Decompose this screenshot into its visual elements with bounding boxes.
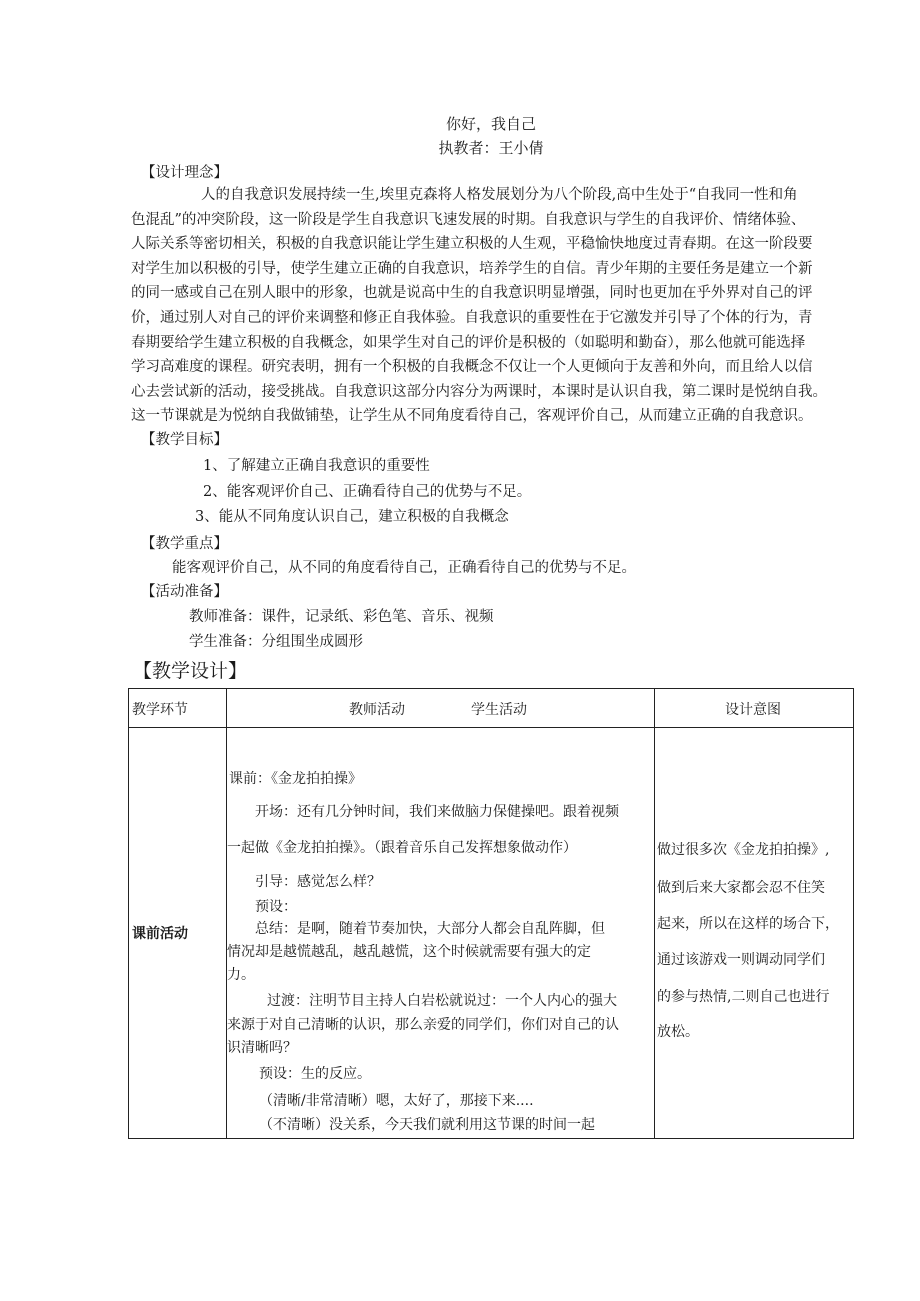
activity-line: 预设： — [255, 899, 297, 915]
goal-item: 3、能从不同角度认识自己，建立积极的自我概念 — [195, 509, 509, 525]
activity-line: 总结：是啊，随着节奏加快，大部分人都会自乱阵脚，但 — [255, 921, 605, 937]
paragraph-line: 这一节课就是为悦纳自我做铺垫，让学生从不同角度看待自己，客观评价自己，从而建立正确的自我意识。 — [131, 408, 813, 425]
goal-item: 2、能客观评价自己、正确看待自己的优势与不足。 — [203, 484, 532, 500]
teacher-preparation: 教师准备：课件，记录纸、彩色笔、音乐、视频 — [189, 609, 494, 625]
intent-line: 的参与热情,二则自己也进行 — [657, 989, 830, 1005]
paragraph-line: 对学生加以积极的引导，使学生建立正确的自我意识，培养学生的自信。青少年期的主要任务是建立一个新 — [131, 260, 813, 277]
header-cell-stage — [129, 689, 227, 728]
paragraph-line: 人的自我意识发展持续一生,埃里克森将人格发展划分为八个阶段,高中生处于“自我同一性和角 — [201, 187, 798, 203]
key-point-text: 能客观评价自己，从不同的角度看待自己，正确看待自己的优势与不足。 — [172, 560, 636, 576]
table-header-row — [129, 689, 854, 728]
activity-line: 情况却是越慌越乱，越乱越慌，这个时候就需要有强大的定 — [227, 944, 591, 960]
design-concept-paragraph — [131, 183, 864, 429]
header-cell-intent — [655, 689, 854, 728]
activity-line: 引导：感觉怎么样？ — [255, 874, 381, 890]
column-header-intent: 设计意图 — [725, 702, 781, 718]
activity-line: 识清晰吗？ — [227, 1040, 297, 1056]
intent-line: 做到后来大家都会忍不住笑 — [657, 880, 825, 896]
goals-heading: 【教学目标】 — [141, 432, 228, 448]
intent-line: 通过该游戏一则调动同学们 — [657, 952, 825, 968]
activity-line: 开场：还有几分钟时间，我们来做脑力保健操吧。跟着视频 — [255, 804, 619, 820]
activity-line: 一起做《金龙拍拍操》。（跟着音乐自己发挥想象做动作） — [227, 840, 577, 856]
activity-line: 课前：《金龙拍拍操》 — [229, 771, 362, 787]
design-concept-heading: 【设计理念】 — [141, 165, 228, 181]
activity-cell — [227, 728, 655, 1139]
paragraph-line: 心去尝试新的活动，接受挑战。自我意识这部分内容分为两课时，本课时是认识自我，第二课时是悦纳自我。 — [131, 383, 827, 400]
activity-line: 力。 — [227, 967, 255, 983]
intent-cell — [655, 728, 854, 1139]
column-header-student-activity: 学生活动 — [471, 702, 527, 718]
stage-cell — [129, 728, 227, 1139]
key-point-heading: 【教学重点】 — [141, 536, 228, 552]
student-preparation: 学生准备：分组围坐成圆形 — [189, 634, 363, 650]
column-header-stage: 教学环节 — [132, 702, 188, 718]
header-cell-activities — [227, 689, 655, 728]
paragraph-line: 价，通过别人对自己的评价来调整和修正自我体验。自我意识的重要性在于它激发并引导了个体的行为，青 — [131, 309, 813, 326]
column-header-teacher-activity: 教师活动 — [349, 702, 405, 718]
paragraph-line: 春期要给学生建立积极的自我概念，如果学生对自己的评价是积极的（如聪明和勤奋），那么他就可能选择 — [131, 334, 806, 351]
activity-line: （清晰/非常清晰）嗯，太好了，那接下来.... — [259, 1093, 534, 1109]
paragraph-line: 色混乱”的冲突阶段，这一阶段是学生自我意识飞速发展的时期。自我意识与学生的自我评价、情绪体验、 — [131, 211, 806, 228]
activity-line: 预设：生的反应。 — [259, 1066, 371, 1082]
intent-line: 放松。 — [657, 1024, 699, 1040]
activity-line: 来源于对自己清晰的认识，那么亲爱的同学们，你们对自己的认 — [227, 1017, 619, 1033]
teaching-design-table — [128, 688, 854, 1139]
teacher-name: 执教者：王小倩 — [438, 139, 544, 157]
paragraph-line: 人际关系等密切相关，积极的自我意识能让学生建立积极的人生观，平稳愉快地度过青春期。在这一阶段要 — [131, 236, 813, 253]
activity-line: （不清晰）没关系，今天我们就利用这节课的时间一起 — [259, 1117, 595, 1133]
activity-line: 过渡：注明节目主持人白岩松就说过：一个人内心的强大 — [267, 993, 617, 1009]
paragraph-line: 学习高难度的课程。研究表明，拥有一个积极的自我概念不仅让一个人更倾向于友善和外向，而且给人以信 — [131, 359, 813, 376]
stage-label: 课前活动 — [132, 926, 188, 942]
table-row — [129, 728, 854, 1139]
teaching-design-heading: 【教学设计】 — [133, 660, 248, 682]
paragraph-line: 的同一感或自己在别人眼中的形象，也就是说高中生的自我意识明显增强，同时也更加在乎外界对自己的评 — [131, 285, 813, 302]
doc-title: 你好，我自己 — [445, 115, 536, 133]
intent-line: 起来，所以在这样的场合下， — [657, 916, 839, 932]
intent-line: 做过很多次《金龙拍拍操》, — [657, 842, 830, 858]
goal-item: 1、了解建立正确自我意识的重要性 — [203, 458, 430, 474]
preparation-heading: 【活动准备】 — [141, 584, 228, 600]
